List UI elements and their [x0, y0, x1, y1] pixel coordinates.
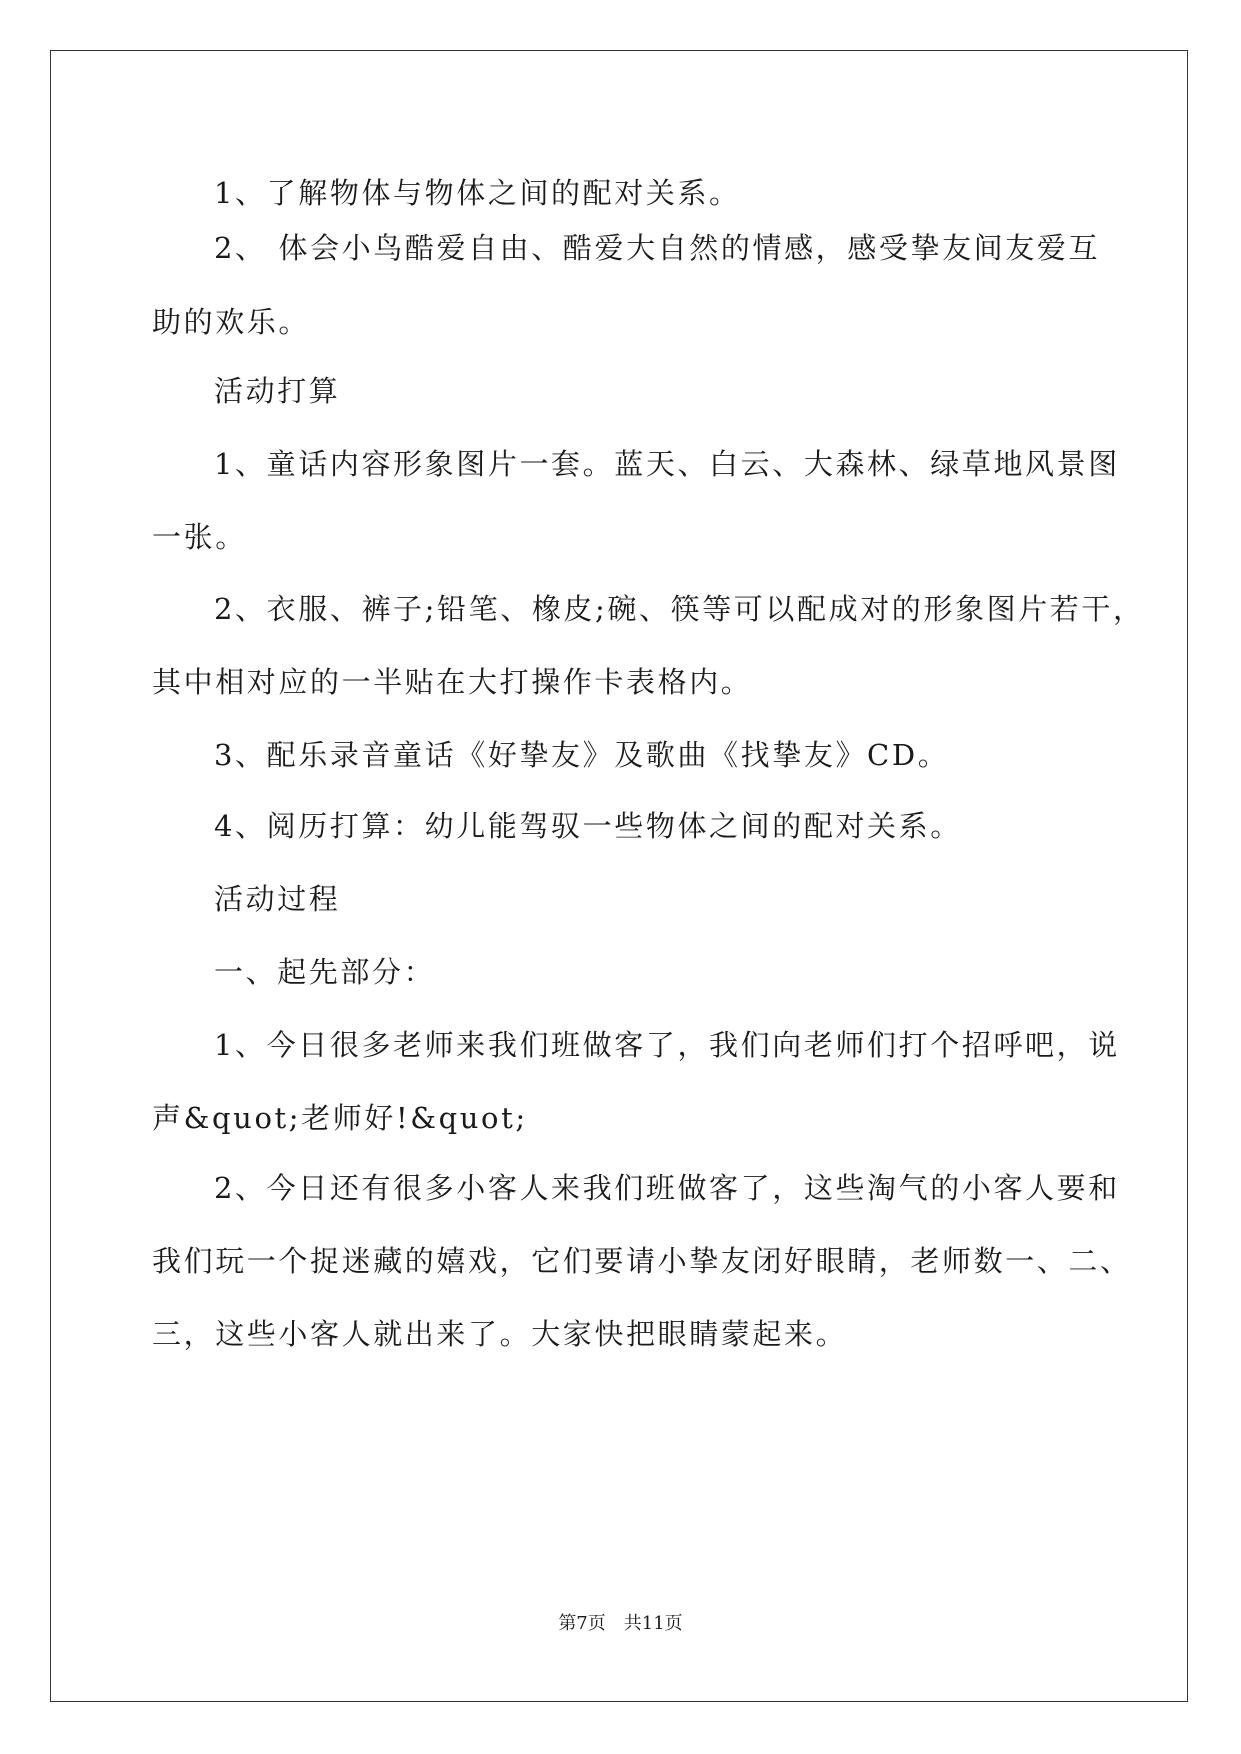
paragraph-line: 三，这些小客人就出来了。大家快把眼睛蒙起来。: [152, 1317, 848, 1351]
paragraph-line: 2、今日还有很多小客人来我们班做客了，这些淘气的小客人要和: [214, 1171, 1120, 1205]
paragraph-line: 2、衣服、裤子;铅笔、橡皮;碗、筷等可以配成对的形象图片若干，: [214, 592, 1145, 626]
paragraph-line: 4、阅历打算：幼儿能驾驭一些物体之间的配对关系。: [214, 809, 962, 843]
paragraph-line: 1、今日很多老师来我们班做客了，我们向老师们打个招呼吧，说: [214, 1028, 1120, 1062]
page-number: 第7页 共11页: [558, 1613, 683, 1634]
paragraph-line: 3、配乐录音童话《好挚友》及歌曲《找挚友》CD。: [214, 738, 950, 772]
paragraph-line: 1、童话内容形象图片一套。蓝天、白云、大森林、绿草地风景图: [214, 447, 1120, 481]
section-heading: 活动过程: [214, 882, 341, 916]
paragraph-line: 1、了解物体与物体之间的配对关系。: [214, 176, 741, 210]
paragraph-line: 一张。: [152, 520, 247, 554]
section-heading: 一、起先部分：: [214, 955, 436, 989]
page-footer: [0, 1612, 1241, 1636]
page-border: [50, 50, 1188, 1702]
paragraph-line: 我们玩一个捉迷藏的嬉戏，它们要请小挚友闭好眼睛，老师数一、二、: [152, 1244, 1132, 1278]
section-heading: 活动打算: [214, 374, 341, 408]
paragraph-line: 2、 体会小鸟酷爱自由、酷爱大自然的情感，感受挚友间友爱互: [214, 231, 1101, 265]
paragraph-line: 助的欢乐。: [152, 305, 311, 339]
paragraph-line: 其中相对应的一半贴在大打操作卡表格内。: [152, 665, 753, 699]
paragraph-line: 声&quot;老师好!&quot;: [152, 1101, 528, 1135]
